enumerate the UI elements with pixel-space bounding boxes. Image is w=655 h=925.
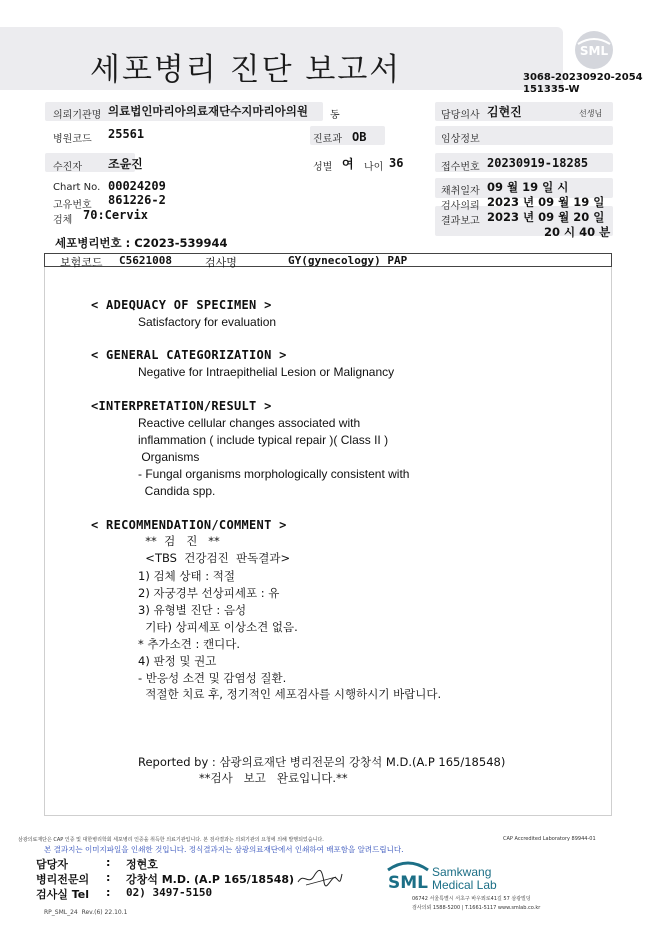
recommendation-line: 3) 유형별 진단 : 음성 (138, 603, 247, 617)
pathologist-signature-icon (296, 868, 344, 888)
report-number-line2: 151335-W (523, 84, 580, 95)
pathology-number: 세포병리번호 : C2023-539944 (55, 236, 228, 250)
category-text: Negative for Intraepithelial Lesion or Malignancy (138, 365, 395, 379)
footer-fine-print: 삼광의료재단은 CAP 인증 및 대한병리학회 세포병리 인증을 취득한 의료기관입니다. 본 검사결과는 의뢰기관의 요청에 의해 발행되었습니다. (18, 837, 324, 843)
manager-label: 담당자 (36, 858, 68, 871)
specimen-label: 검체 (53, 215, 73, 226)
institution-label: 의뢰기관명 (53, 110, 102, 121)
doctor-suffix: 선생님 (579, 109, 603, 118)
clinical-info-label: 임상정보 (441, 134, 480, 145)
dept-value: OB (352, 130, 367, 144)
interpretation-line: Organisms (138, 450, 200, 464)
result-value: 2023 년 09 월 20 일 (487, 210, 605, 224)
adequacy-text: Satisfactory for evaluation (138, 315, 277, 329)
sml-brand-logo-icon (384, 858, 432, 894)
report-complete: **검사 보고 완료입니다.** (199, 771, 348, 785)
request-label: 검사의뢰 (441, 201, 480, 212)
svg-text:SML: SML (388, 873, 428, 893)
report-number (523, 72, 643, 96)
cap-accreditation: CAP Accredited Laboratory 89944-01 (503, 836, 596, 842)
footer-notice: 본 결과지는 이미지파일을 인쇄한 것입니다. 정식결과지는 삼광의료재단에서 인쇄하여 배포함을 알려드립니다. (44, 845, 404, 854)
insurance-code-label: 보험코드 (60, 256, 103, 269)
sml-logo-icon (572, 30, 616, 70)
ward-label: 동 (330, 110, 340, 121)
interpretation-line: - Fungal organisms morphologically consistent with (138, 467, 410, 481)
receipt-value: 20230919-18285 (487, 156, 589, 170)
recommendation-line: 4) 판정 및 권고 (138, 654, 217, 668)
doctor-value: 김현진 (487, 105, 522, 119)
pathologist-label: 병리전문의 (36, 873, 90, 886)
id-value: 861226-2 (108, 193, 166, 207)
sex-value: 여 (342, 157, 354, 171)
svg-text:SML: SML (579, 44, 609, 58)
brand-contact: 검사의뢰 1588-5200 | T.1661-5117 www.smlab.co.kr (412, 905, 541, 911)
test-name-value: GY(gynecology) PAP (288, 254, 408, 267)
id-label: 고유번호 (53, 200, 92, 211)
sex-label: 성별 (313, 162, 333, 173)
collect-value: 09 월 19 일 시 (487, 180, 569, 194)
manager-value: 정현호 (126, 858, 158, 871)
chart-label: Chart No. (53, 182, 101, 193)
pathologist-value: 강창석 M.D. (A.P 165/18548) (126, 873, 295, 886)
manager-colon: : (106, 856, 111, 869)
tel-value: 02) 3497-5150 (126, 886, 213, 899)
collect-label: 채취일자 (441, 186, 480, 197)
category-heading: < GENERAL CATEGORIZATION > (91, 348, 287, 362)
chart-value: 00024209 (108, 179, 166, 193)
insurance-code-value: C5621008 (119, 254, 172, 267)
dept-label: 진료과 (313, 134, 342, 145)
doctor-label: 담당의사 (441, 110, 480, 121)
recommendation-heading: < RECOMMENDATION/COMMENT > (91, 518, 287, 532)
age-value: 36 (389, 156, 404, 170)
tel-label: 검사실 Tel (36, 888, 89, 901)
form-code: RP_SML_24 Rev.(6) 22.10.1 (44, 909, 128, 916)
insurance-row (44, 253, 612, 267)
brand-name-line2: Medical Lab (432, 878, 497, 892)
interpretation-line: inflammation ( include typical repair )( Class II ) (138, 433, 389, 447)
examinee-value: 조윤진 (108, 157, 143, 171)
recommendation-line: 적절한 치료 후, 정기적인 세포검사를 시행하시기 바랍니다. (138, 687, 442, 701)
recommendation-line: * 추가소견 : 캔디다. (138, 637, 241, 651)
recommendation-line: - 반응성 소견 및 감염성 질환. (138, 671, 287, 685)
hospital-code-label: 병원코드 (53, 134, 92, 145)
interpretation-line: Reactive cellular changes associated with (138, 416, 361, 430)
age-label: 나이 (364, 162, 384, 173)
specimen-value: 70:Cervix (83, 208, 149, 222)
brand-address: 06742 서울특별시 서초구 바우뫼로41길 57 삼광빌딩 (412, 896, 531, 902)
result-label: 결과보고 (441, 216, 480, 227)
examinee-label: 수진자 (53, 162, 82, 173)
interpretation-line: Candida spp. (138, 484, 216, 498)
recommendation-line: 1) 검체 상태 : 적절 (138, 569, 235, 583)
receipt-label: 접수번호 (441, 162, 480, 173)
request-value: 2023 년 09 월 19 일 (487, 195, 605, 209)
report-number-line1: 3068-20230920-2054 (523, 72, 643, 83)
adequacy-heading: < ADEQUACY OF SPECIMEN > (91, 298, 272, 312)
hospital-code-value: 25561 (108, 127, 145, 141)
tel-colon: : (106, 886, 111, 899)
recommendation-line: ** 검 진 ** (138, 534, 220, 548)
pathologist-colon: : (106, 871, 111, 884)
recommendation-line: 기타) 상피세포 이상소견 없음. (138, 620, 298, 634)
reported-by: Reported by : 삼광의료재단 병리전문의 강창석 M.D.(A.P 165/18548) (138, 755, 506, 769)
institution-value: 의료법인마리아의료재단수지마리아의원 (108, 104, 308, 118)
recommendation-line: <TBS 건강검진 판독결과> (138, 551, 291, 565)
recommendation-line: 2) 자궁경부 선상피세포 : 유 (138, 586, 280, 600)
brand-name-line1: Samkwang (432, 865, 492, 879)
interpretation-heading: <INTERPRETATION/RESULT > (91, 399, 272, 413)
test-name-label: 검사명 (205, 256, 237, 269)
page-title: 세포병리 진단 보고서 (90, 52, 402, 88)
result-time: 20 시 40 분 (544, 225, 611, 239)
